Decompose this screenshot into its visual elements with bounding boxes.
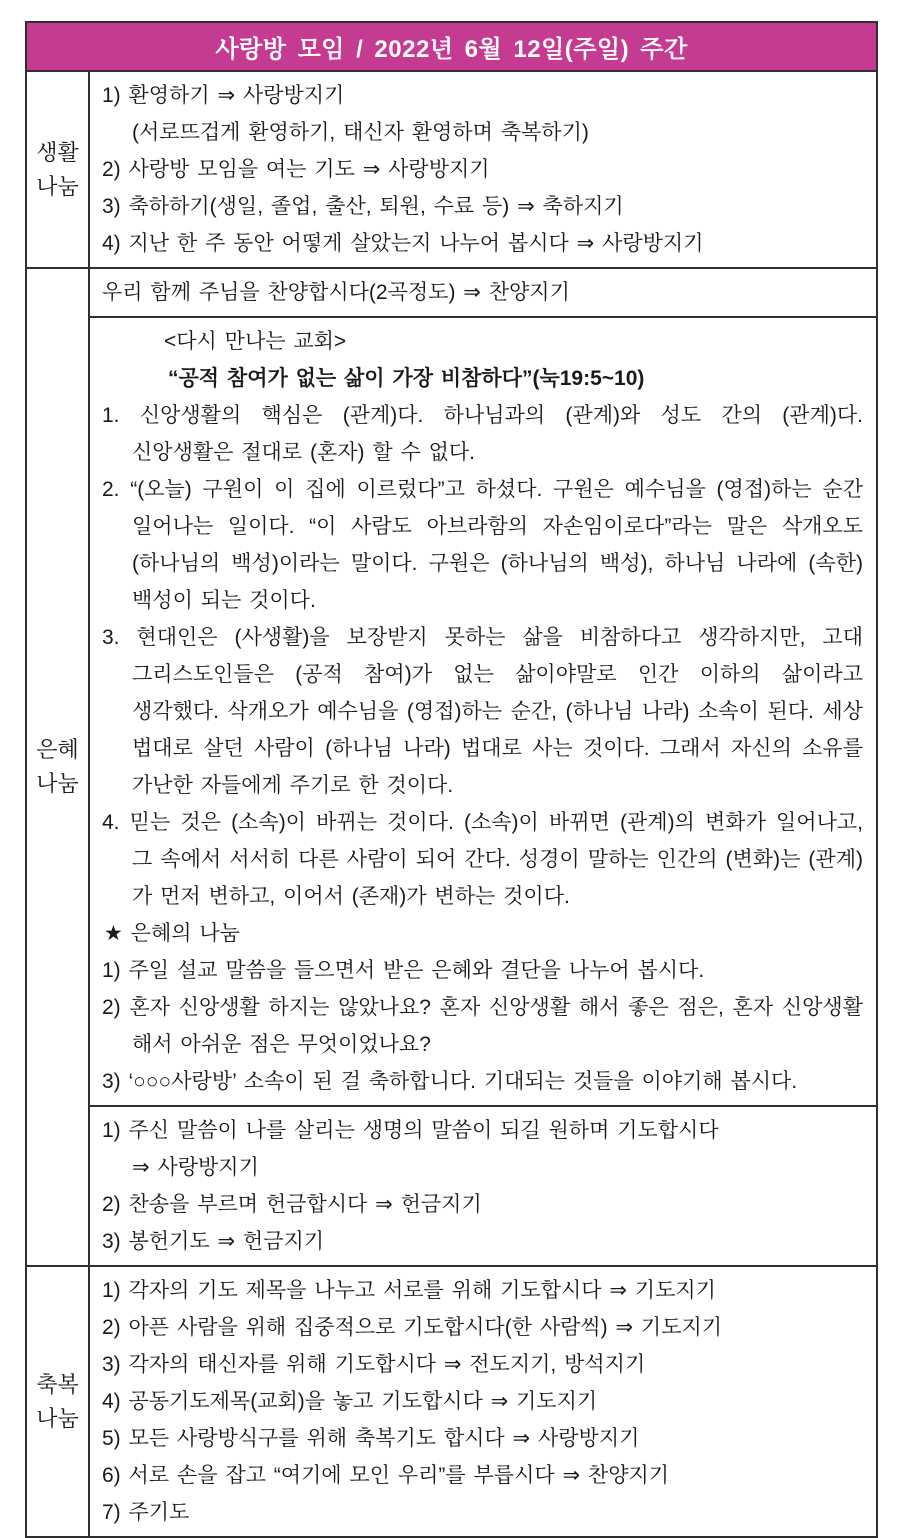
blessing-item: 2) 아픈 사람을 위해 집중적으로 기도합시다(한 사람씩) ⇒ 기도지기 (102, 1316, 723, 1339)
life-item: 2) 사랑방 모임을 여는 기도 ⇒ 사랑방지기 (102, 158, 490, 181)
worship-order-table (25, 21, 878, 1538)
section-blessing-content (90, 1267, 876, 1536)
section-blessing-sharing (27, 1265, 876, 1536)
offering-block (90, 1105, 876, 1265)
section-grace-sharing (27, 267, 876, 1265)
life-item: 1) 환영하기 ⇒ 사랑방지기 (102, 84, 345, 107)
sermon-block (90, 316, 876, 1105)
sermon-main-title: “공적 참여가 없는 삶이 가장 비참하다”(눅19:5~10) (168, 367, 645, 390)
section-grace-content (90, 269, 876, 1265)
life-items-block (90, 72, 876, 267)
section-label-blessing-line2: 나눔 (36, 1405, 79, 1431)
praise-line: 우리 함께 주님을 찬양합시다(2곡정도) ⇒ 찬양지기 (102, 281, 570, 304)
blessing-item: 1) 각자의 기도 제목을 나누고 서로를 위해 기도합시다 ⇒ 기도지기 (102, 1279, 716, 1302)
section-label-life (27, 72, 90, 267)
grace-sharing-heading: ★ 은혜의 나눔 (104, 922, 240, 945)
section-label-grace-line1: 은혜 (36, 737, 79, 762)
blessing-items-block (90, 1267, 876, 1536)
section-label-life-line1: 생활 (36, 139, 79, 165)
sermon-point: 4. 믿는 것은 (소속)이 바뀌는 것이다. (소속)이 바뀌면 (관계)의 변화가 일어나고, 그 속에서 서서히 다른 사람이 되어 간다. 성경이 말하는 인간의 (변화)는 (관계)가 먼저 변하고, 이어서 (존재)가 변하는 것이다. (102, 811, 863, 908)
section-life-content (90, 72, 876, 267)
section-label-blessing (27, 1267, 90, 1536)
blessing-item: 3) 각자의 태신자를 위해 기도합시다 ⇒ 전도지기, 방석지기 (102, 1353, 646, 1376)
section-label-blessing-line1: 축복 (36, 1371, 79, 1397)
praise-block (90, 269, 876, 316)
blessing-item: 5) 모든 사랑방식구를 위해 축복기도 합시다 ⇒ 사랑방지기 (102, 1427, 640, 1450)
offering-item: 2) 찬송을 부르며 헌금합시다 ⇒ 헌금지기 (102, 1193, 482, 1216)
blessing-item: 6) 서로 손을 잡고 “여기에 모인 우리”를 부릅시다 ⇒ 찬양지기 (102, 1464, 670, 1487)
section-life-sharing (27, 72, 876, 267)
sermon-point: 3. 현대인은 (사생활)을 보장받지 못하는 삶을 비참하다고 생각하지만, 고대 그리스도인들은 (공적 참여)가 없는 삶이야말로 인간 이하의 삶이라고 생각했다. 삭개오가 예수님을 (영접)하는 순간, (하나님 나라) 소속이 된다. 세상 법대로 살던 사람이 (하나님 나라) 법대로 사는 것이다. 그래서 자신의 소유를 가난한 자들에게 주기로 한 것이다. (102, 626, 863, 797)
offering-item-continuation: ⇒ 사랑방지기 (132, 1156, 259, 1179)
grace-sharing-item: 2) 혼자 신앙생활 하지는 않았나요? 혼자 신앙생활 해서 좋은 점은, 혼자 신앙생활 해서 아쉬운 점은 무엇이었나요? (102, 996, 863, 1056)
section-label-grace (27, 269, 90, 1265)
offering-item: 1) 주신 말씀이 나를 살리는 생명의 말씀이 되길 원하며 기도합시다 (102, 1119, 719, 1142)
sermon-point: 1. 신앙생활의 핵심은 (관계)다. 하나님과의 (관계)와 성도 간의 (관계)다. 신앙생활은 절대로 (혼자) 할 수 없다. (102, 404, 863, 464)
section-label-life-line2: 나눔 (36, 173, 79, 199)
blessing-item: 4) 공동기도제목(교회)을 놓고 기도합시다 ⇒ 기도지기 (102, 1390, 598, 1413)
life-item-continuation: (서로뜨겁게 환영하기, 태신자 환영하며 축복하기) (132, 121, 589, 144)
grace-sharing-item: 3) ‘○○○사랑방’ 소속이 된 걸 축하합니다. 기대되는 것들을 이야기해 봅시다. (102, 1070, 798, 1093)
life-item: 3) 축하하기(생일, 졸업, 출산, 퇴원, 수료 등) ⇒ 축하지기 (102, 195, 624, 218)
document-title-bar (27, 23, 876, 72)
offering-item: 3) 봉헌기도 ⇒ 헌금지기 (102, 1230, 325, 1253)
grace-sharing-item: 1) 주일 설교 말씀을 들으면서 받은 은혜와 결단을 나누어 봅시다. (102, 959, 705, 982)
document-title: 사랑방 모임 / 2022년 6월 12일(주일) 주간 (215, 36, 688, 63)
sermon-series-title: <다시 만나는 교회> (164, 330, 347, 353)
section-label-grace-line2: 나눔 (36, 771, 79, 796)
sermon-point: 2. “(오늘) 구원이 이 집에 이르렀다”고 하셨다. 구원은 예수님을 (영접)하는 순간 일어나는 일이다. “이 사람도 아브라함의 자손임이로다”라는 말은 삭개오도 (하나님의 백성)이라는 말이다. 구원은 (하나님의 백성), 하나님 나라에 (속한) 백성이 되는 것이다. (102, 478, 863, 612)
life-item: 4) 지난 한 주 동안 어떻게 살았는지 나누어 봅시다 ⇒ 사랑방지기 (102, 232, 704, 255)
blessing-item: 7) 주기도 (102, 1501, 190, 1524)
